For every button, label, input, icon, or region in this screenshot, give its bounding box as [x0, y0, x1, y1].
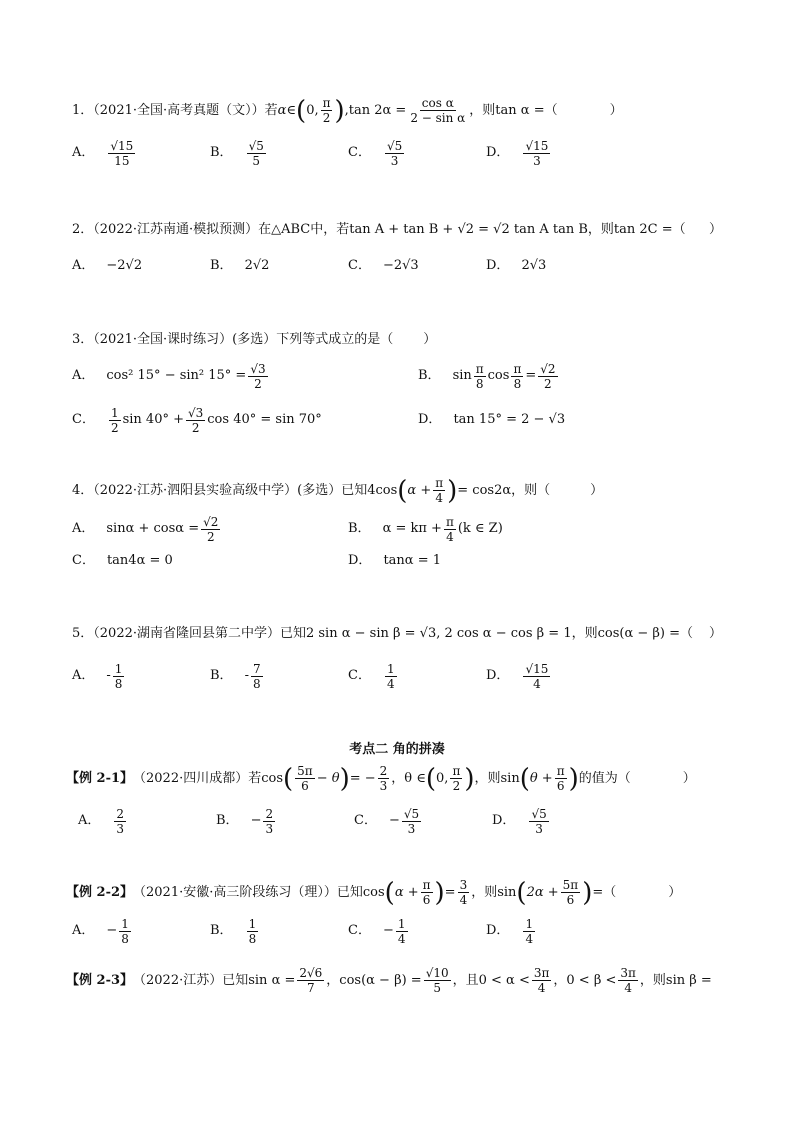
fraction-num: π [452, 764, 461, 778]
fraction-num: √3 [188, 405, 204, 420]
option-text: 2√3 [521, 258, 547, 273]
option-a[interactable] [72, 254, 142, 278]
question-5-stem [72, 624, 722, 644]
fraction-num: 1 [248, 916, 257, 931]
question-2 [72, 220, 722, 278]
option-a[interactable] [72, 509, 222, 549]
fraction [424, 966, 451, 995]
example-2-1-options [72, 801, 722, 841]
fraction-den: 8 [121, 931, 129, 946]
option-fraction [186, 406, 205, 435]
fraction-den: 2 − sin α [410, 111, 466, 125]
question-4-source: 4．（2022·江苏·泗阳县实验高级中学）(多选）已知4cos [72, 482, 398, 498]
option-label: D． [418, 412, 442, 427]
close-paren: ） [423, 332, 437, 347]
fraction-cos-over [408, 96, 467, 125]
option-fraction [109, 406, 121, 435]
example-2-1-stem [66, 764, 716, 793]
option-label: D． [486, 668, 510, 683]
option-fraction [474, 362, 486, 391]
option-c[interactable] [348, 133, 406, 173]
fraction-num: 2√6 [299, 966, 323, 980]
option-text: sin 40° + [122, 412, 184, 427]
fraction-den: 5 [433, 981, 441, 995]
option-label: B． [210, 258, 233, 273]
equals: = − [349, 770, 376, 786]
option-fraction [247, 917, 259, 946]
close-paren: ） [682, 770, 696, 786]
option-sign: - [244, 668, 249, 683]
left-paren-glyph: ( [283, 763, 294, 794]
option-d[interactable] [486, 133, 552, 173]
close-paren: ） [708, 222, 722, 237]
option-text: 2√2 [244, 258, 270, 273]
interval-left: 0, [306, 102, 319, 118]
question-1-then: ，则tan α =（ [469, 102, 558, 118]
fraction [295, 764, 315, 793]
example-tag: 【例 2-2】 [66, 884, 134, 900]
question-5-options [72, 656, 722, 696]
fraction-den: 3 [265, 821, 274, 836]
option-label: D． [348, 553, 372, 568]
option-label: C． [348, 145, 371, 160]
option-fraction [201, 515, 220, 544]
fraction-num: 2 [265, 806, 274, 821]
option-fraction [538, 362, 557, 391]
option-label: D． [486, 258, 510, 273]
question-2-options [72, 254, 722, 278]
question-3-stem [72, 330, 722, 350]
question-5 [72, 624, 722, 696]
example-source: （2022·江苏）已知sin α = [133, 972, 296, 988]
option-text: α = kπ + [382, 521, 442, 536]
option-label: C． [354, 813, 377, 828]
fraction-den: 7 [307, 981, 315, 995]
option-d[interactable] [418, 400, 565, 440]
fraction-pi-over-4 [433, 476, 445, 505]
fraction-num: 1 [121, 916, 129, 931]
fraction-num: 1 [386, 661, 395, 676]
cos-part: ，cos(α − β) = [326, 972, 422, 988]
fraction-den: 2 [544, 376, 552, 391]
option-label: C． [348, 668, 371, 683]
left-paren-glyph: ( [516, 877, 527, 908]
option-b[interactable] [210, 911, 260, 951]
fraction-den: 6 [566, 893, 575, 907]
fraction-num: √15 [525, 661, 549, 676]
fraction-den: 3 [390, 153, 399, 168]
option-c[interactable] [348, 656, 399, 696]
fraction-den: 3 [379, 779, 388, 793]
option-fraction [523, 917, 535, 946]
fraction-num: 2 [379, 764, 388, 778]
option-a[interactable] [72, 356, 270, 396]
option-label: D． [492, 813, 516, 828]
question-2-text: 2．（2022·江苏南通·模拟预测）在△ABC中，若tan A + tan B + √2 = √2 tan A tan B，则tan 2C =（ [72, 222, 686, 237]
fraction-den: 8 [252, 676, 261, 691]
fraction-den: 6 [556, 779, 565, 793]
tan-2alpha: ,tan 2α = [344, 102, 407, 118]
option-label: D． [486, 923, 510, 938]
condition-2: ，0 < β < [553, 972, 617, 988]
fraction [532, 966, 552, 995]
example-2-2 [66, 878, 716, 951]
example-tail: ，则sin β = [639, 972, 712, 988]
option-label: A． [72, 145, 95, 160]
option-sign: − [382, 923, 394, 938]
fraction-num: π [475, 361, 484, 376]
option-b[interactable] [348, 509, 503, 549]
close-paren: ） [668, 884, 682, 900]
right-paren-glyph: ) [434, 877, 445, 908]
option-sign: - [106, 668, 111, 683]
option-label: B． [210, 145, 233, 160]
fraction-den: 2 [191, 420, 200, 435]
fraction-den: 4 [446, 529, 454, 544]
fraction-den: 3 [533, 153, 541, 168]
fraction-den: 8 [248, 931, 257, 946]
fraction-den: 3 [535, 821, 543, 836]
fraction [378, 764, 390, 793]
question-4 [72, 476, 722, 573]
fraction-den: 8 [114, 676, 123, 691]
question-5-text: 5．（2022·湖南省隆回县第二中学）已知2 sin α − sin β = √3, 2 cos α − cos β = 1，则cos(α − β) =（ [72, 626, 693, 641]
option-fraction [523, 662, 550, 691]
option-text: −2√2 [106, 258, 143, 273]
option-b[interactable] [210, 133, 268, 173]
fraction-num: √15 [110, 138, 134, 153]
option-label: C． [72, 553, 95, 568]
fraction-num: 1 [397, 916, 406, 931]
option-c[interactable] [348, 254, 419, 278]
option-fraction [402, 807, 421, 836]
option-label: B． [210, 923, 233, 938]
right-paren-glyph: ) [447, 475, 458, 506]
fraction-num: π [513, 361, 522, 376]
option-fraction [511, 362, 523, 391]
option-text: = [525, 368, 537, 383]
fraction-den: 15 [114, 153, 130, 168]
fraction-pi-over-2 [321, 96, 333, 125]
example-source: （2021·安徽·高三阶段练习（理））已知cos [133, 884, 385, 900]
fraction-den: 2 [452, 779, 461, 793]
fraction-den: 4 [386, 676, 395, 691]
left-paren-glyph: ( [425, 763, 437, 794]
option-d[interactable] [486, 254, 546, 278]
fraction-num: 5π [297, 764, 313, 778]
close-paren: ） [590, 482, 604, 498]
option-c[interactable] [72, 400, 322, 440]
fraction-den: 2 [206, 529, 215, 544]
fraction-num: √5 [403, 806, 420, 821]
example-tag: 【例 2-1】 [66, 770, 134, 786]
right-paren-glyph: ) [568, 763, 579, 794]
fraction-num: 5π [562, 878, 579, 892]
minus-theta: − θ [316, 770, 340, 786]
alpha-plus: α + [394, 884, 419, 900]
option-text: −2√3 [382, 258, 419, 273]
option-fraction [114, 807, 126, 836]
condition-1: ，且0 < α < [452, 972, 530, 988]
fraction-den: 2 [110, 420, 119, 435]
option-label: B． [210, 668, 233, 683]
option-label: B． [216, 813, 239, 828]
option-fraction [396, 917, 408, 946]
option-fraction [444, 515, 456, 544]
option-fraction [263, 807, 275, 836]
example-2-3-stem [66, 966, 746, 995]
fraction-num: π [322, 96, 331, 110]
option-b[interactable] [418, 356, 560, 396]
left-paren-glyph: ( [397, 475, 408, 506]
fraction-num: 3π [533, 966, 550, 980]
close-paren: ） [609, 102, 623, 118]
right-paren-glyph: ) [334, 95, 345, 126]
option-c[interactable] [354, 801, 423, 841]
option-a[interactable] [72, 911, 133, 951]
example-source: （2022·四川成都）若cos [133, 770, 284, 786]
option-fraction [385, 662, 397, 691]
fraction-den: 8 [513, 376, 522, 391]
option-label: C． [72, 412, 95, 427]
option-label: B． [418, 368, 441, 383]
option-c[interactable] [348, 911, 410, 951]
option-b[interactable] [210, 254, 269, 278]
question-4-options-row1 [72, 509, 722, 549]
fraction [458, 878, 470, 907]
option-label: A． [78, 813, 101, 828]
then-sin: ，则sin [474, 770, 520, 786]
question-1-options [72, 133, 722, 173]
question-4-options-row2 [72, 549, 722, 573]
option-fraction [248, 362, 267, 391]
question-3-options-row1 [72, 356, 722, 396]
left-paren-glyph: ( [384, 877, 395, 908]
option-a[interactable] [72, 656, 126, 696]
option-b[interactable] [210, 656, 265, 696]
then-sin: ，则sin [471, 884, 517, 900]
example-tail: =（ [592, 884, 617, 900]
option-label: C． [348, 258, 371, 273]
option-c[interactable] [72, 549, 173, 573]
question-1 [72, 96, 722, 173]
left-paren-glyph: ( [519, 763, 530, 794]
close-paren: ） [708, 626, 722, 641]
option-label: C． [348, 923, 371, 938]
fraction [421, 878, 433, 907]
fraction-num: √2 [540, 361, 556, 376]
fraction-num: π [445, 514, 454, 529]
fraction-den: 4 [435, 491, 443, 505]
option-fraction [247, 139, 266, 168]
option-text: tan4α = 0 [106, 553, 173, 568]
fraction-den: 3 [116, 821, 125, 836]
option-fraction [523, 139, 550, 168]
option-label: B． [348, 521, 371, 536]
fraction [618, 966, 638, 995]
option-text: cos² 15° − sin² 15° = [106, 368, 247, 383]
option-fraction [251, 662, 263, 691]
example-2-2-stem [66, 878, 716, 907]
option-text: cos [487, 368, 510, 383]
question-3-text: 3．（2021·全国·课时练习）(多选）下列等式成立的是（ [72, 332, 394, 347]
option-label: A． [72, 368, 95, 383]
option-d[interactable] [486, 911, 537, 951]
example-2-2-options [66, 911, 716, 951]
left-paren-glyph: ( [296, 95, 307, 126]
option-text: tanα = 1 [383, 553, 441, 568]
option-label: A． [72, 668, 95, 683]
fraction-num: √5 [248, 138, 264, 153]
fraction-den: 2 [254, 376, 262, 391]
fraction-den: 3 [407, 821, 416, 836]
option-text: sinα + cosα = [106, 521, 200, 536]
theta-plus: θ + [529, 770, 553, 786]
option-fraction [113, 662, 125, 691]
example-tail: 的值为（ [578, 770, 631, 786]
fraction-num: π [556, 764, 565, 778]
option-label: D． [486, 145, 510, 160]
option-d[interactable] [486, 656, 552, 696]
fraction [555, 764, 567, 793]
fraction-den: 5 [252, 153, 261, 168]
option-label: A． [72, 258, 95, 273]
example-2-1 [66, 764, 716, 841]
fraction-num: 3 [459, 878, 468, 892]
interval-left: 0, [436, 770, 449, 786]
fraction-num: √5 [531, 806, 547, 821]
right-paren-glyph: ) [582, 877, 593, 908]
fraction-num: π [435, 476, 444, 490]
right-paren-glyph: ) [339, 763, 350, 794]
option-sign: − [388, 813, 400, 828]
fraction [297, 966, 324, 995]
fraction-num: 1 [114, 661, 123, 676]
option-sign: − [250, 813, 262, 828]
theta-in: ，θ ∈ [391, 770, 426, 786]
fraction-den: 6 [301, 779, 309, 793]
fraction-den: 2 [322, 111, 331, 125]
option-sign: − [106, 923, 118, 938]
option-label: A． [72, 521, 95, 536]
two-alpha-plus: 2α + [526, 884, 559, 900]
option-fraction [529, 807, 548, 836]
option-d[interactable] [348, 549, 441, 573]
fraction-num: 3π [620, 966, 636, 980]
question-1-source: 1．（2021·全国·高考真题（文））若 [72, 102, 278, 118]
fraction-num: cos α [421, 96, 454, 110]
option-fraction [108, 139, 135, 168]
option-fraction [119, 917, 131, 946]
fraction-den: 6 [422, 893, 431, 907]
option-fraction [385, 139, 404, 168]
fraction-num: π [422, 878, 431, 892]
option-text: (k ∈ Z) [457, 521, 503, 536]
fraction-den: 4 [397, 931, 406, 946]
question-1-alpha-in: α∈ [277, 102, 297, 118]
fraction [450, 764, 462, 793]
fraction-num: 7 [252, 661, 261, 676]
question-1-stem [72, 96, 722, 125]
alpha-plus: α + [407, 482, 432, 498]
fraction-den: 8 [475, 376, 484, 391]
question-3 [72, 330, 722, 440]
fraction [561, 878, 581, 907]
fraction-den: 4 [533, 676, 541, 691]
fraction-den: 4 [624, 981, 632, 995]
question-3-options-row2 [72, 400, 722, 440]
fraction-num: √15 [525, 138, 549, 153]
option-text: sin [452, 368, 472, 383]
question-2-stem [72, 220, 722, 240]
fraction-num: 1 [110, 405, 119, 420]
fraction-den: 4 [459, 893, 468, 907]
fraction-num: √2 [203, 514, 219, 529]
option-a[interactable] [78, 801, 128, 841]
example-2-3 [66, 966, 746, 995]
equals: = [444, 884, 456, 900]
fraction-num: √3 [250, 361, 266, 376]
fraction-num: 1 [525, 916, 534, 931]
option-b[interactable] [216, 801, 277, 841]
example-tag: 【例 2-3】 [66, 972, 134, 988]
option-text: tan 15° = 2 − √3 [453, 412, 566, 427]
section-title: 考点二 角的拼凑 [349, 742, 445, 757]
option-a[interactable] [72, 133, 137, 173]
option-label: A． [72, 923, 95, 938]
right-paren-glyph: ) [464, 763, 475, 794]
fraction-num: √10 [425, 966, 449, 980]
fraction-num: 2 [116, 806, 125, 821]
fraction-den: 4 [525, 931, 534, 946]
question-4-stem [72, 476, 722, 505]
option-text: cos 40° = sin 70° [207, 412, 322, 427]
fraction-den: 4 [537, 981, 546, 995]
fraction-num: √5 [386, 138, 403, 153]
question-4-suffix: = cos2α，则（ [457, 482, 551, 498]
option-d[interactable] [492, 801, 551, 841]
